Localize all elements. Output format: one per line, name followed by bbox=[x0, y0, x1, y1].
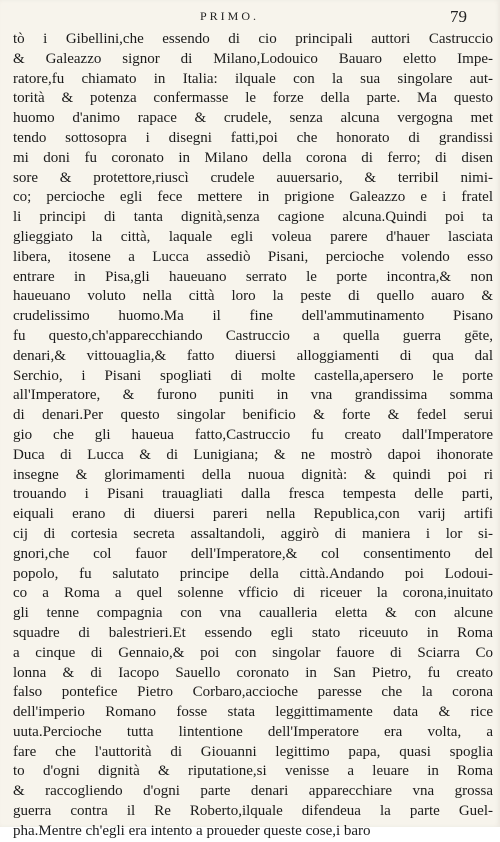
text-line: crudelissimo huomo.Ma il fine dell'ammutinamento Pisano bbox=[13, 308, 493, 325]
text-line: a cinque di Gennaio,& poi con singolar fauore di Sciarra Co bbox=[13, 644, 493, 661]
text-line: dell'imperio Romano fosse stata leggittimamente data & rice bbox=[13, 704, 493, 721]
text-line: cij di cortesia secreta assaltandoli, aggirò di maniera i lor si- bbox=[13, 525, 493, 542]
text-line: all'Imperatore, & furono puniti in vna grandissima somma bbox=[13, 387, 493, 404]
text-line: gnori,che col fauor dell'Imperatore,& col consentimento del bbox=[13, 545, 493, 562]
text-line: falso pontefice Pietro Corbaro,accioche paresse che la corona bbox=[13, 684, 493, 701]
text-line: Serchio, i Pisani spogliati di molte castella,apersero le porte bbox=[13, 367, 493, 384]
text-line: gio che gli haueua fatto,Castruccio fu creato dall'Imperatore bbox=[13, 426, 493, 443]
text-line: co; percioche egli fece mettere in prigione Galeazzo e i fratel bbox=[13, 189, 493, 206]
text-line: popolo, fu salutato principe della città.Andando poi Lodoui- bbox=[13, 565, 493, 582]
text-line: eiquali erano di diuersi pareri nella Republica,con varij artifi bbox=[13, 506, 493, 523]
text-line: haueuano voluto nella città loro la peste di quello auaro & bbox=[13, 288, 493, 305]
text-line: li principi di tanta dignità,senza cagione alcuna.Quindi poi ta bbox=[13, 209, 493, 226]
text-line: torità & potenza confermasse le forze della parte. Ma questo bbox=[13, 90, 493, 107]
text-line: guerra contra il Re Roberto,ilquale difendeua la parte Guel- bbox=[13, 803, 493, 820]
text-line: trouando i Pisani trauagliati dalla fresca tempesta delle parti, bbox=[13, 486, 493, 503]
text-line: libera, itosene a Lucca assediò Pisani, percioche volendo esso bbox=[13, 248, 493, 265]
text-line: tendo sottosopra i disegni fatti,poi che honorato di grandissi bbox=[13, 129, 493, 146]
text-line: gli tenne compagnia con vna caualleria eletta & con alcune bbox=[13, 605, 493, 622]
text-line: squadre di balestrieri.Et essendo egli stato riceuuto in Roma bbox=[13, 624, 493, 641]
text-line: Duca di Lucca & di Lunigiana; & ne mostrò dapoi ihonorate bbox=[13, 446, 493, 463]
text-line: fu questo,ch'apparecchiando Castruccio a quella guerra gēte, bbox=[13, 327, 493, 344]
text-line: to d'ogni dignità & riputatione,si venisse a leuare in Roma bbox=[13, 763, 493, 780]
text-line: glieggiato la città, laquale egli voleua parere d'hauer lasciata bbox=[13, 228, 493, 245]
page-number: 79 bbox=[450, 7, 467, 26]
text-line: insegne & glorimamenti della nuoua dignità: & quindi poi ri bbox=[13, 466, 493, 483]
text-line: huomo d'animo rapace & crudele, senza alcuna vergogna met bbox=[13, 110, 493, 127]
text-line: di denari.Per questo singolar benificio & forte & fedel serui bbox=[13, 407, 493, 424]
text-line: co a Roma a quel solenne vfficio di riceuer la corona,inuitato bbox=[13, 585, 493, 602]
text-line: & Galeazzo signor di Milano,Lodouico Bauaro eletto Impe- bbox=[13, 50, 493, 67]
running-head: PRIMO. bbox=[200, 9, 260, 23]
text-line: pha.Mentre ch'egli era intento a proueder queste cose,i baro bbox=[13, 822, 371, 839]
page-header bbox=[0, 7, 500, 29]
text-line: entrare in Pisa,gli haueuano serrato le porte incontra,& non bbox=[13, 268, 493, 285]
text-line: sore & protettore,riuscì crudele auuersario, & terribil nimi- bbox=[13, 169, 493, 186]
text-line: lonna & di Iacopo Sauello coronato in San Pietro, fu creato bbox=[13, 664, 493, 681]
text-line: ratore,fu chiamato in Italia: ilquale con la sua singolare aut- bbox=[13, 70, 493, 87]
text-line: uuta.Percioche tutta lintentione dell'Imperatore era volta, a bbox=[13, 723, 493, 740]
text-line: & raccogliendo d'ogni parte denari apparecchiare vna grossa bbox=[13, 783, 493, 800]
text-line: denari,& vittouaglia,& fatto diuersi alloggiamenti di qua dal bbox=[13, 347, 493, 364]
text-line: tò i Gibellini,che essendo di cio principali auttori Castruccio bbox=[13, 31, 493, 47]
text-line: fare che l'auttorità di Giouanni legittimo papa, quasi spoglia bbox=[13, 743, 493, 760]
body-text bbox=[13, 30, 493, 842]
text-line: mi doni fu coronato in Milano della corona di ferro; di disen bbox=[13, 149, 493, 166]
